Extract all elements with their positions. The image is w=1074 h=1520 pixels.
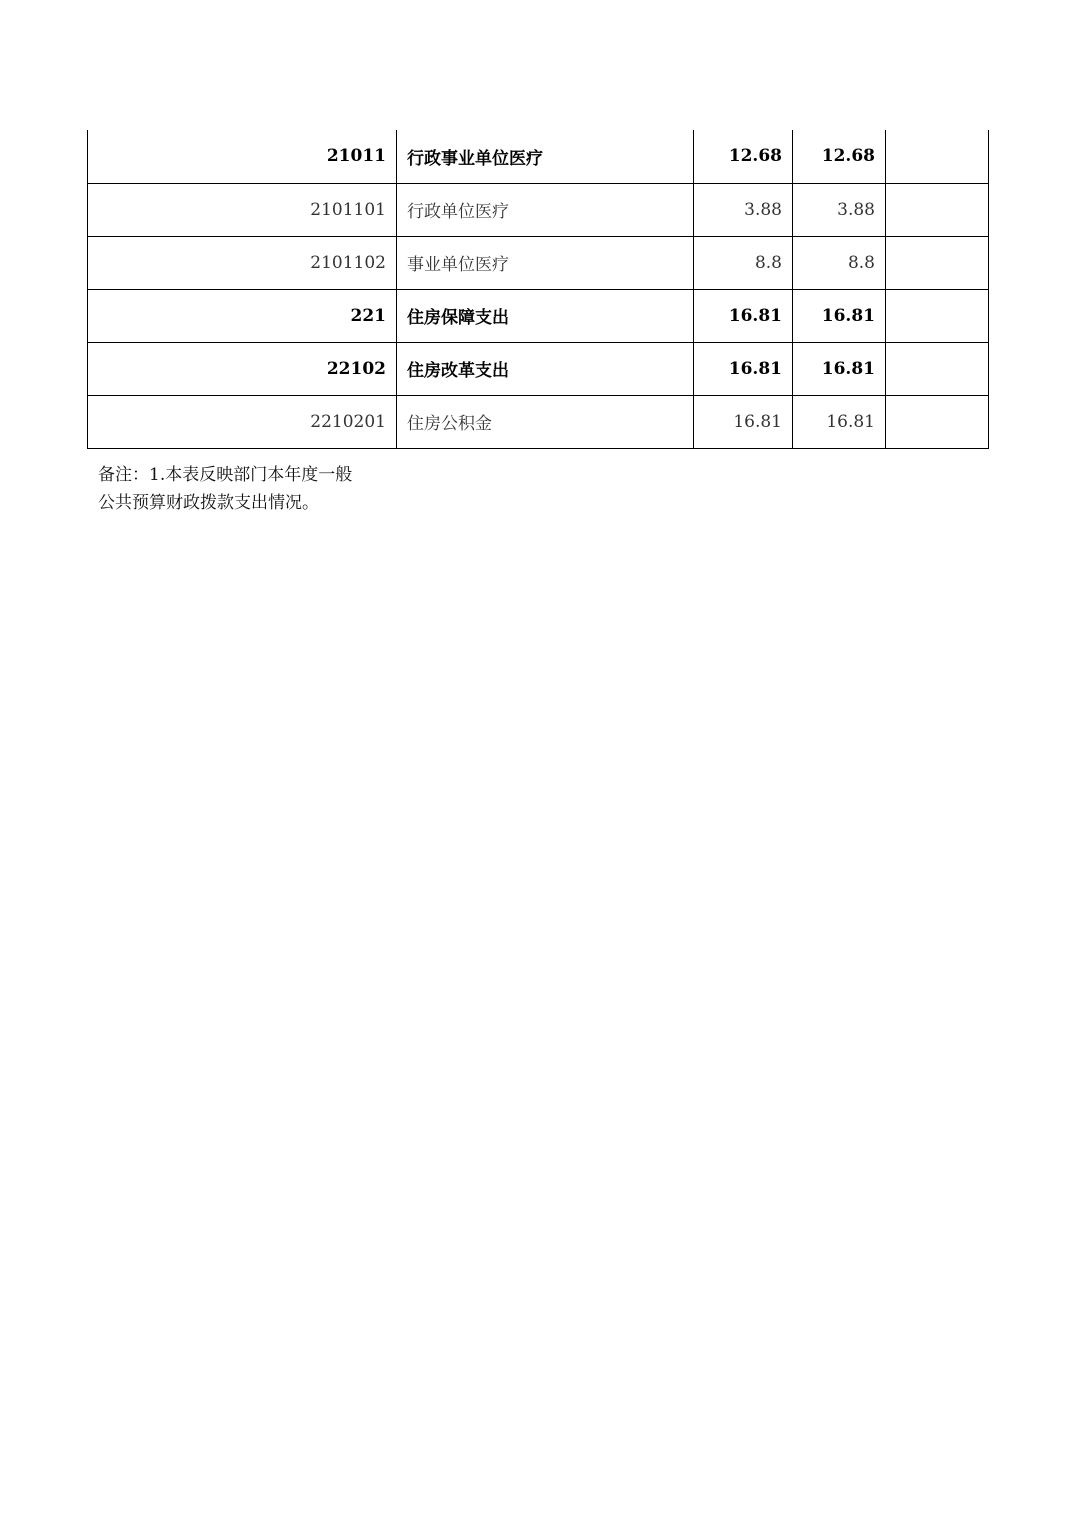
amount-basic-cell: 12.68 — [793, 130, 886, 183]
budget-table — [87, 130, 989, 449]
amount-basic-cell: 16.81 — [793, 289, 886, 342]
footnote-line-1: 备注：1.本表反映部门本年度一般 — [98, 465, 353, 485]
amount-basic-cell: 8.8 — [793, 236, 886, 289]
amount-project-cell — [886, 342, 989, 395]
subject-name-cell: 行政事业单位医疗 — [397, 130, 694, 183]
table-row — [88, 236, 989, 289]
table-row — [88, 289, 989, 342]
subject-code-cell: 221 — [88, 289, 397, 342]
table-row — [88, 395, 989, 448]
footnote-line-2: 公共预算财政拨款支出情况。 — [98, 493, 319, 513]
amount-basic-cell: 16.81 — [793, 342, 886, 395]
amount-total-cell: 16.81 — [694, 342, 793, 395]
subject-name-cell: 住房改革支出 — [397, 342, 694, 395]
subject-code-cell: 2101102 — [88, 236, 397, 289]
table-body — [88, 130, 989, 448]
table-footnote — [98, 461, 398, 517]
subject-name-cell: 住房保障支出 — [397, 289, 694, 342]
amount-project-cell — [886, 289, 989, 342]
subject-code-cell: 21011 — [88, 130, 397, 183]
amount-basic-cell: 3.88 — [793, 183, 886, 236]
amount-total-cell: 12.68 — [694, 130, 793, 183]
table-row — [88, 342, 989, 395]
subject-name-cell: 行政单位医疗 — [397, 183, 694, 236]
subject-code-cell: 22102 — [88, 342, 397, 395]
amount-project-cell — [886, 183, 989, 236]
amount-total-cell: 16.81 — [694, 289, 793, 342]
subject-code-cell: 2101101 — [88, 183, 397, 236]
table-row — [88, 183, 989, 236]
amount-total-cell: 3.88 — [694, 183, 793, 236]
subject-code-cell: 2210201 — [88, 395, 397, 448]
subject-name-cell: 住房公积金 — [397, 395, 694, 448]
amount-project-cell — [886, 236, 989, 289]
subject-name-cell: 事业单位医疗 — [397, 236, 694, 289]
amount-basic-cell: 16.81 — [793, 395, 886, 448]
amount-project-cell — [886, 395, 989, 448]
table-row — [88, 130, 989, 183]
amount-total-cell: 16.81 — [694, 395, 793, 448]
amount-project-cell — [886, 130, 989, 183]
amount-total-cell: 8.8 — [694, 236, 793, 289]
